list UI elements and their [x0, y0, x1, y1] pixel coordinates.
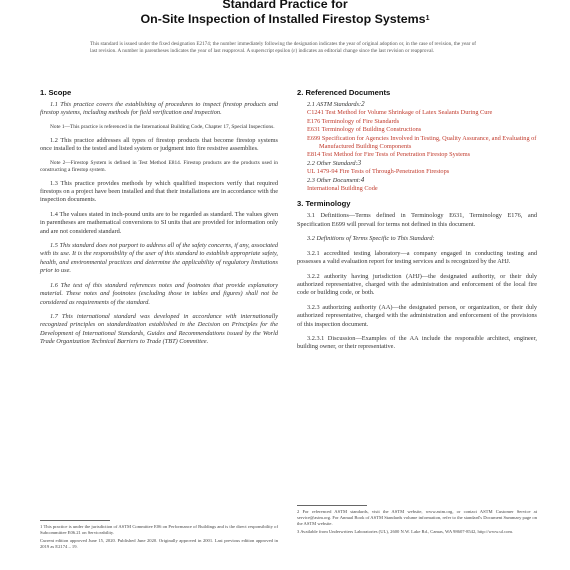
note-2: Note 2—Firestop System is defined in Test Method E814. Firestop products are the products used in constructing a firestop system. [40, 159, 278, 173]
footnote-rule [297, 505, 367, 506]
ref-group-astm: 2.1 ASTM Standards:2 [307, 100, 365, 108]
ref-group-other-standard: 2.2 Other Standard:3 [307, 158, 362, 167]
paragraph-3-2-3: 3.2.3 authorizing authority (AA)—the designated person, or organization, or their duly authorized representative, charged with the administration and enforcement of the provisions of this inspection document. [297, 303, 537, 328]
reference-item[interactable]: E814 Test Method for Fire Tests of Penetration Firestop Systems [307, 151, 471, 159]
reference-item[interactable] [297, 185, 537, 193]
issuance-notice: This standard is issued under the fixed designation E2174; the number immediately following the designation indicates the year of original adoption or, in the case of revision, the year of last revision. A number in parentheses indicates the year of last reapproval. A superscript epsilon (ε) indicates an editorial change since the last revision or reapproval. [90, 41, 477, 54]
reference-code-link[interactable]: E631 [307, 126, 321, 134]
reference-item[interactable]: E176 Terminology of Fire Standards [307, 117, 400, 125]
paragraph-1-6: 1.6 The text of this standard references notes and footnotes that provide explanatory material. These notes and footnotes (excluding those in tables and figures) shall not be considered as requirements of the standard. [40, 281, 278, 306]
section-heading-scope: 1. Scope [40, 88, 72, 97]
footnote-1: 1 This practice is under the jurisdiction of ASTM Committee E06 on Performance of Buildings and is the direct responsibility of Subcommittee E06.21 on Serviceability. [40, 524, 278, 535]
reference-item[interactable]: E699 Specification for Agencies Involved in Testing, Quality Assurance, and Evaluating of Manufactured Building Components [307, 134, 537, 151]
right-column [297, 88, 537, 358]
section-heading-terminology: 3. Terminology [297, 199, 351, 209]
reference-code-link[interactable]: C1241 [307, 109, 324, 117]
paragraph-1-4: 1.4 The values stated in inch-pound units are to be regarded as standard. The values given in parentheses are mathematical conversions to SI units that are provided for information only and are not considered standard. [40, 210, 278, 235]
paragraph-3-2-1: 3.2.1 accredited testing laboratory—a company engaged in conducting testing and possesses a valid evaluation report for testing services and is recognized by the AHJ. [297, 249, 537, 266]
left-footnotes [40, 520, 278, 552]
paragraph-3-2: 3.2 Definitions of Terms Specific to This Standard: [307, 235, 435, 243]
reference-code-link[interactable]: E176 [307, 117, 321, 125]
reference-item[interactable]: E631 Terminology of Building Constructions [307, 126, 422, 134]
paragraph-3-2-2: 3.2.2 authority having jurisdiction (AHJ)—the designated authority, or their duly authorized representative, charged with the administration and enforcement of the local fire code or building code, or both. [297, 272, 537, 297]
right-footnotes [297, 505, 537, 537]
footnote-3: 3 Available from Underwriters Laboratories (UL), 2600 N.W. Lake Rd., Camas, WA 98607-8542, http://www.ul.com. [297, 529, 514, 534]
reference-code-link[interactable]: E814 [307, 151, 321, 159]
title-footnote-marker: 1 [425, 15, 430, 22]
reference-item[interactable]: UL 1479-94 Fire Tests of Through-Penetration Firestops [307, 168, 450, 176]
paragraph-1-2: 1.2 This practice addresses all types of firestop products that become firestop systems once installed to the tested and listed system or judgment into fire resistive assemblies. [40, 136, 278, 153]
footnote-rule [40, 520, 110, 521]
title-line-2: On-Site Inspection of Installed Firestop Systems$^1$ [140, 12, 430, 26]
reference-list [297, 101, 537, 193]
section-heading-referenced-documents: 2. Referenced Documents [297, 88, 391, 97]
paragraph-1-3: 1.3 This practice provides methods by which qualified inspectors verify that required firestops on a project have been installed and that their installations are in accordance with the inspection documents. [40, 179, 278, 204]
paragraph-3-2-3-1: 3.2.3.1 Discussion—Examples of the AA include the responsible architect, engineer, building owner, or their representative. [297, 334, 537, 351]
left-column [40, 88, 278, 353]
reference-item[interactable]: C1241 Test Method for Volume Shrinkage of Latex Sealants During Cure [307, 109, 493, 117]
reference-link-ibc[interactable]: International Building Code [307, 185, 378, 193]
paragraph-3-1: 3.1 Definitions—Terms defined in Terminology E631, Terminology E176, and Specification E699 will prevail for terms not defined in this document. [297, 212, 537, 228]
ref-group-other-document: 2.3 Other Document:4 [307, 175, 365, 184]
footnote-edition: Current edition approved June 15, 2020. Published June 2020. Originally approved in 2001. Last previous edition approved in 2019 as E2174 – 19. [40, 538, 278, 549]
note-1: Note 1—This practice is referenced in the International Building Code, Chapter 17, Special Inspections. [50, 123, 275, 130]
document-header [0, 0, 570, 27]
reference-code-link[interactable]: E699 [307, 134, 321, 142]
reference-code-link[interactable]: UL 1479-94 [307, 168, 338, 176]
footnote-2: 2 For referenced ASTM standards, visit the ASTM website, www.astm.org, or contact ASTM Customer Service at service@astm.org. For Annual Book of ASTM Standards volume information, refer to the standard's Document Summary page on the ASTM website. [297, 509, 537, 526]
paragraph-1-7: 1.7 This international standard was developed in accordance with internationally recognized principles on standardization established in the Decision on Principles for the Development of International Standards, Guides and Recommendations issued by the World Trade Organization Technical Barriers to Trade (TBT) Committee. [40, 312, 278, 346]
title-line-1: Standard Practice for [222, 0, 348, 11]
paragraph-1-1: 1.1 This practice covers the establishing of procedures to inspect firestop products and firestop systems, including methods for field verification and inspection. [40, 101, 278, 117]
paragraph-1-5: 1.5 This standard does not purport to address all of the safety concerns, if any, associated with its use. It is the responsibility of the user of this standard to establish appropriate safety, health, and environmental practices and determine the applicability of regulatory limitations prior to use. [40, 242, 278, 275]
